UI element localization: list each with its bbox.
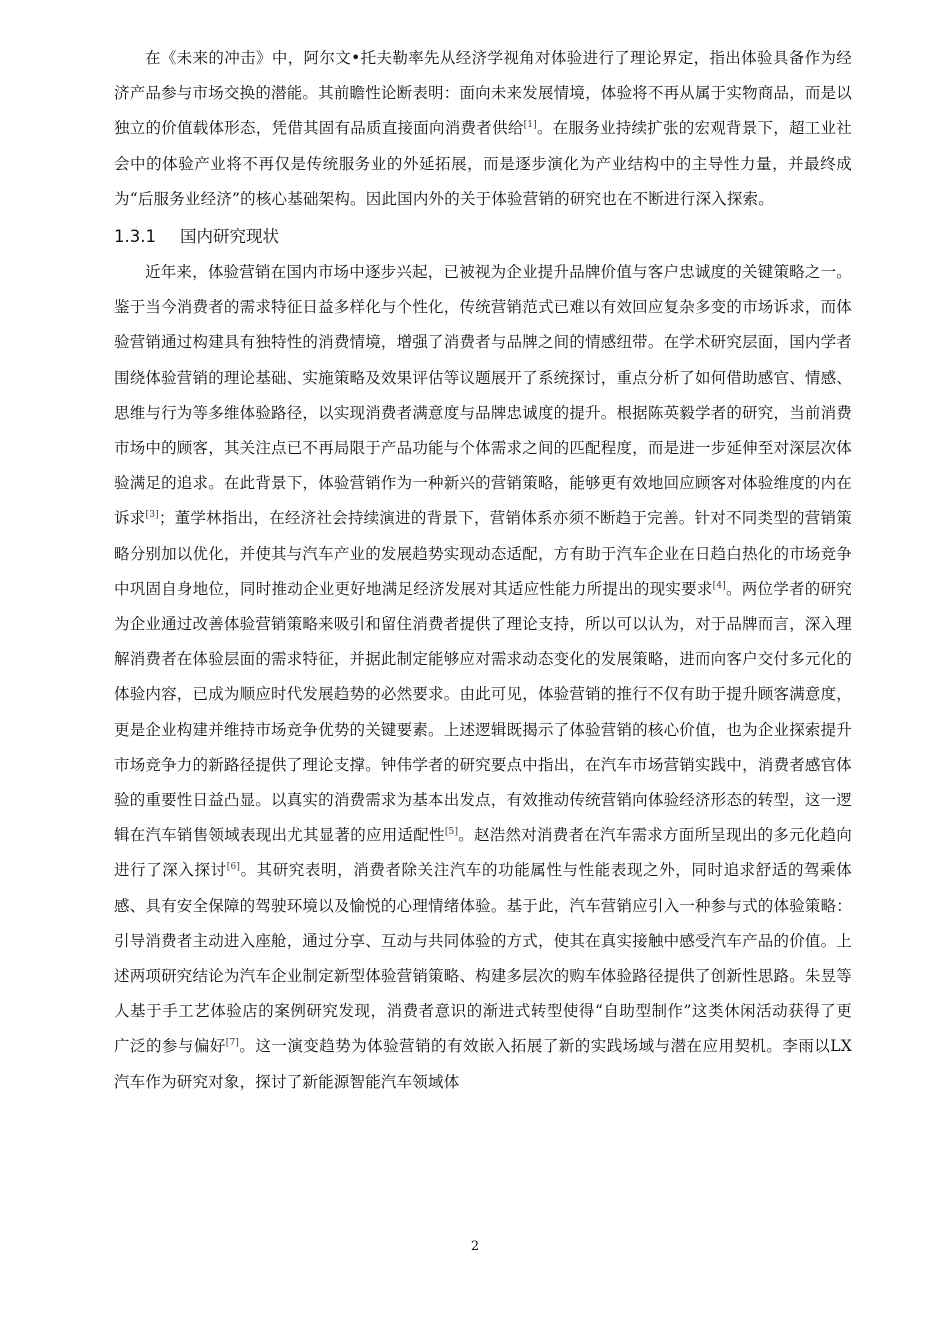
paragraph-text-4: 。赵浩然对消费者在汽车需求方面所呈现出的多元化趋向进行了深入探讨 <box>114 826 852 880</box>
citation-1: [1] <box>523 120 537 131</box>
citation-4: [4] <box>712 580 726 591</box>
paragraph-text-2: ；董学林指出，在经济社会持续演进的背景下，营销体系亦须不断趋于完善。针对不同类型的营销策略分别加以优化，并使其与汽车产业的发展趋势实现动态适配，方有助于汽车企业在日趋白热化的市场竞争中巩固自身地位，同时推动企业更好地满足经济发展对其适应性能力所提出的现实要求 <box>114 509 852 598</box>
paragraph-intro-text-2: 。在服务业持续扩张的宏观背景下，超工业社会中的体验产业将不再仅是传统服务业的外延拓展，而是逐步演化为产业结构中的主导性力量，并最终成为“后服务业经济”的核心基础架构。因此国内外的关于体验营销的研究也在不断进行深入探索。 <box>114 119 852 208</box>
paragraph-text-6: 。这一演变趋势为体验营销的有效嵌入拓展了新的实践场域与潜在应用契机。李雨以LX汽车作为研究对象，探讨了新能源智能汽车领域体 <box>114 1037 852 1091</box>
citation-5: [5] <box>444 827 459 838</box>
citation-3: [3] <box>145 510 159 521</box>
page-number: 2 <box>470 1239 480 1254</box>
paragraph-text-1: 近年来，体验营销在国内市场中逐步兴起，已被视为企业提升品牌价值与客户忠诚度的关键策略之一。鉴于当今消费者的需求特征日益多样化与个性化，传统营销范式已难以有效回应复杂多变的市场诉求，而体验营销通过构建具有独特性的消费情境，增强了消费者与品牌之间的情感纽带。在学术研究层面，国内学者围绕体验营销的理论基础、实施策略及效果评估等议题展开了系统探讨，重点分析了如何借助感官、情感、思维与行为等多维体验路径，以实现消费者满意度与品牌忠诚度的提升。根据陈英毅学者的研究，当前消费市场中的顾客，其关注点已不再局限于产品功能与个体需求之间的匹配程度，而是进一步延伸至对深层次体验满足的追求。在此背景下，体验营销作为一种新兴的营销策略，能够更有效地回应顾客对体验维度的内在诉求 <box>114 263 852 528</box>
paragraph-domestic-research <box>114 255 852 1100</box>
paragraph-text-3: 。两位学者的研究为企业通过改善体验营销策略来吸引和留住消费者提供了理论支持，所以可以认为，对于品牌而言，深入理解消费者在体验层面的需求特征，并据此制定能够应对需求动态变化的发展策略，进而向客户交付多元化的体验内容，已成为顺应时代发展趋势的必然要求。由此可见，体验营销的推行不仅有助于提升顾客满意度，更是企业构建并维持市场竞争优势的关键要素。上述逻辑既揭示了体验营销的核心价值，也为企业探索提升市场竞争力的新路径提供了理论支撑。钟伟学者的研究要点中指出，在汽车市场营销实践中，消费者感官体验的重要性日益凸显。以真实的消费需求为基本出发点，有效推动传统营销向体验经济形态的转型，这一逻辑在汽车销售领域表现出尤其显著的应用适配性 <box>114 579 852 845</box>
paragraph-text-5: 。其研究表明，消费者除关注汽车的功能属性与性能表现之外，同时追求舒适的驾乘体感、具有安全保障的驾驶环境以及愉悦的心理情绪体验。基于此，汽车营销应引入一种参与式的体验策略：引导消费者主动进入座舱，通过分享、互动与共同体验的方式，使其在真实接触中感受汽车产品的价值。上述两项研究结论为汽车企业制定新型体验营销策略、构建多层次的购车体验路径提供了创新性思路。朱昱等人基于手工艺体验店的案例研究发现，消费者意识的渐进式转型使得“自助型制作”这类休闲活动获得了更广泛的参与偏好 <box>114 861 853 1056</box>
section-heading <box>114 219 852 255</box>
section-title: 国内研究现状 <box>180 227 279 247</box>
paragraph-intro <box>114 41 852 217</box>
citation-6: [6] <box>226 862 241 873</box>
page-content <box>114 41 852 1100</box>
paragraph-intro-text-1: 在《未来的冲击》中，阿尔文•托夫勒率先从经济学视角对体验进行了理论界定，指出体验具备作为经济产品参与市场交换的潜能。其前瞻性论断表明：面向未来发展情境，体验将不再从属于实物商品，而是以独立的价值载体形态，凭借其固有品质直接面向消费者供给 <box>114 49 852 138</box>
citation-7: [7] <box>225 1038 240 1049</box>
section-number: 1.3.1 <box>114 227 156 247</box>
